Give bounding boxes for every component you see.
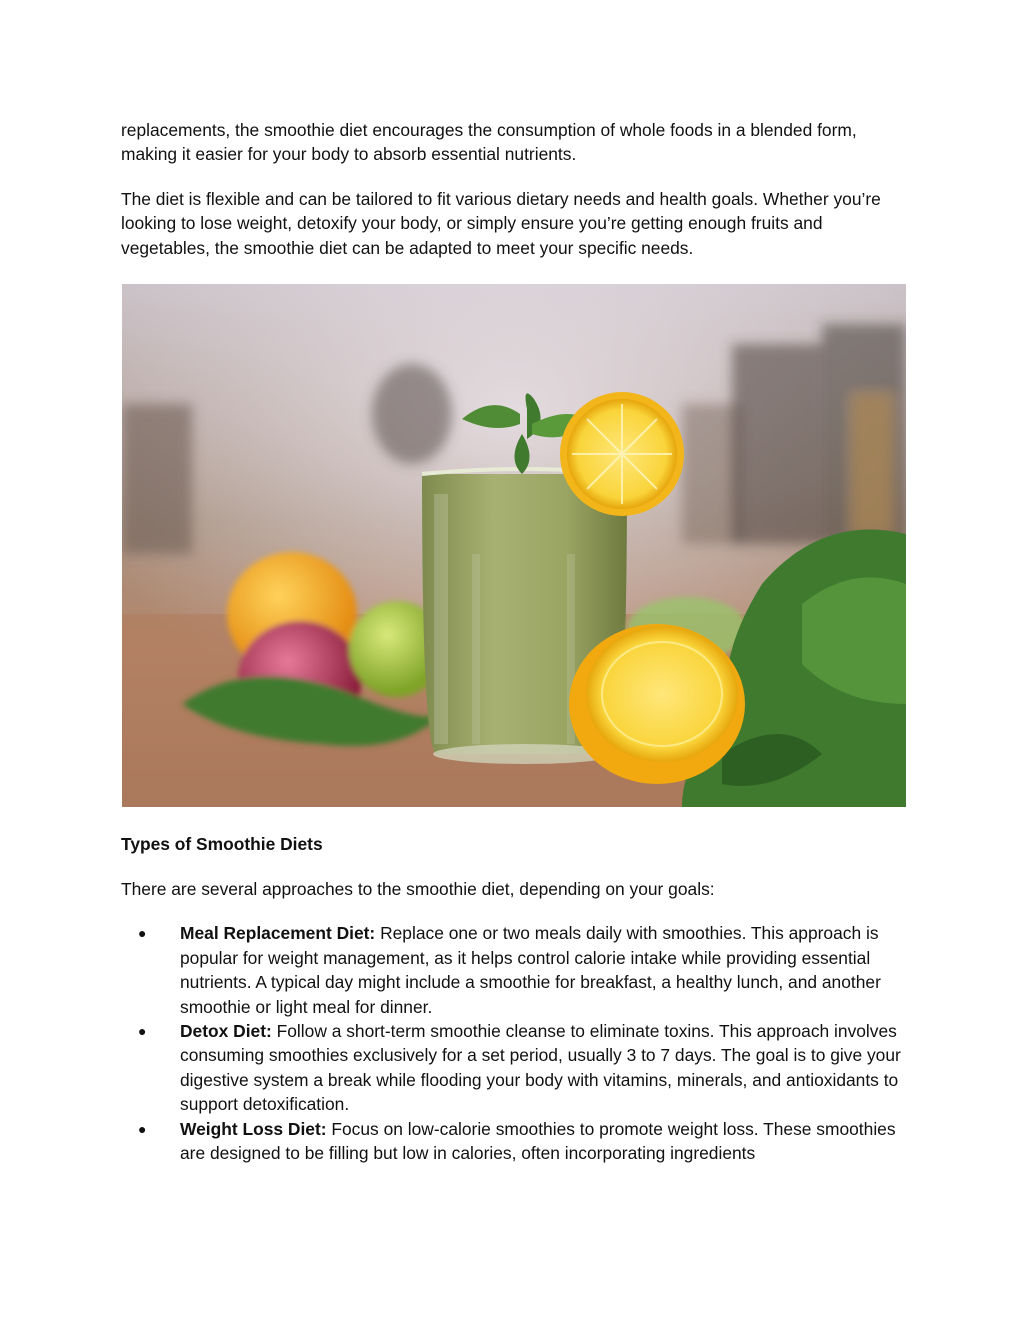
bullet-icon: ● [138,1120,147,1137]
item-term: Detox Diet: [180,1021,272,1042]
smoothie-photo [122,284,906,807]
item-term: Meal Replacement Diet: [180,923,376,944]
top-text [121,118,911,260]
list-item [121,921,911,1019]
section-heading: Types of Smoothie Diets [121,834,323,854]
bullet-icon: ● [138,925,147,942]
item-term: Weight Loss Diet: [180,1118,327,1139]
list-item [121,1117,911,1166]
item-text: Focus on low-calorie smoothies to promote weight loss. These smoothies are designed to be filling but low in calories, often incorporating ingredients [180,1118,896,1164]
paragraph-1: replacements, the smoothie diet encourages the consumption of whole foods in a blended form, making it easier for your body to absorb essential nutrients. [121,120,857,165]
smoothie-types-section [121,832,911,1165]
diet-list [121,921,911,1165]
bullet-icon: ● [138,1023,147,1040]
list-item [121,1019,911,1117]
item-text: Replace one or two meals daily with smoothies. This approach is popular for weight management, as it helps control calorie intake while providing essential nutrients. A typical day might include a smoothie for breakfast, a healthy lunch, and another smoothie or light meal for dinner. [180,923,881,1017]
section-intro: There are several approaches to the smoothie diet, depending on your goals: [121,879,715,899]
item-text: Follow a short-term smoothie cleanse to eliminate toxins. This approach involves consuming smoothies exclusively for a set period, usually 3 to 7 days. The goal is to give your digestive system a break while flooding your body with vitamins, minerals, and antioxidants to support detoxification. [180,1021,901,1115]
paragraph-2: The diet is flexible and can be tailored to fit various dietary needs and health goals. Whether you’re looking to lose weight, detoxify your body, or simply ensure you’re getting enough fruits and vegetables, the smoothie diet can be adapted to meet your specific needs. [121,188,881,258]
